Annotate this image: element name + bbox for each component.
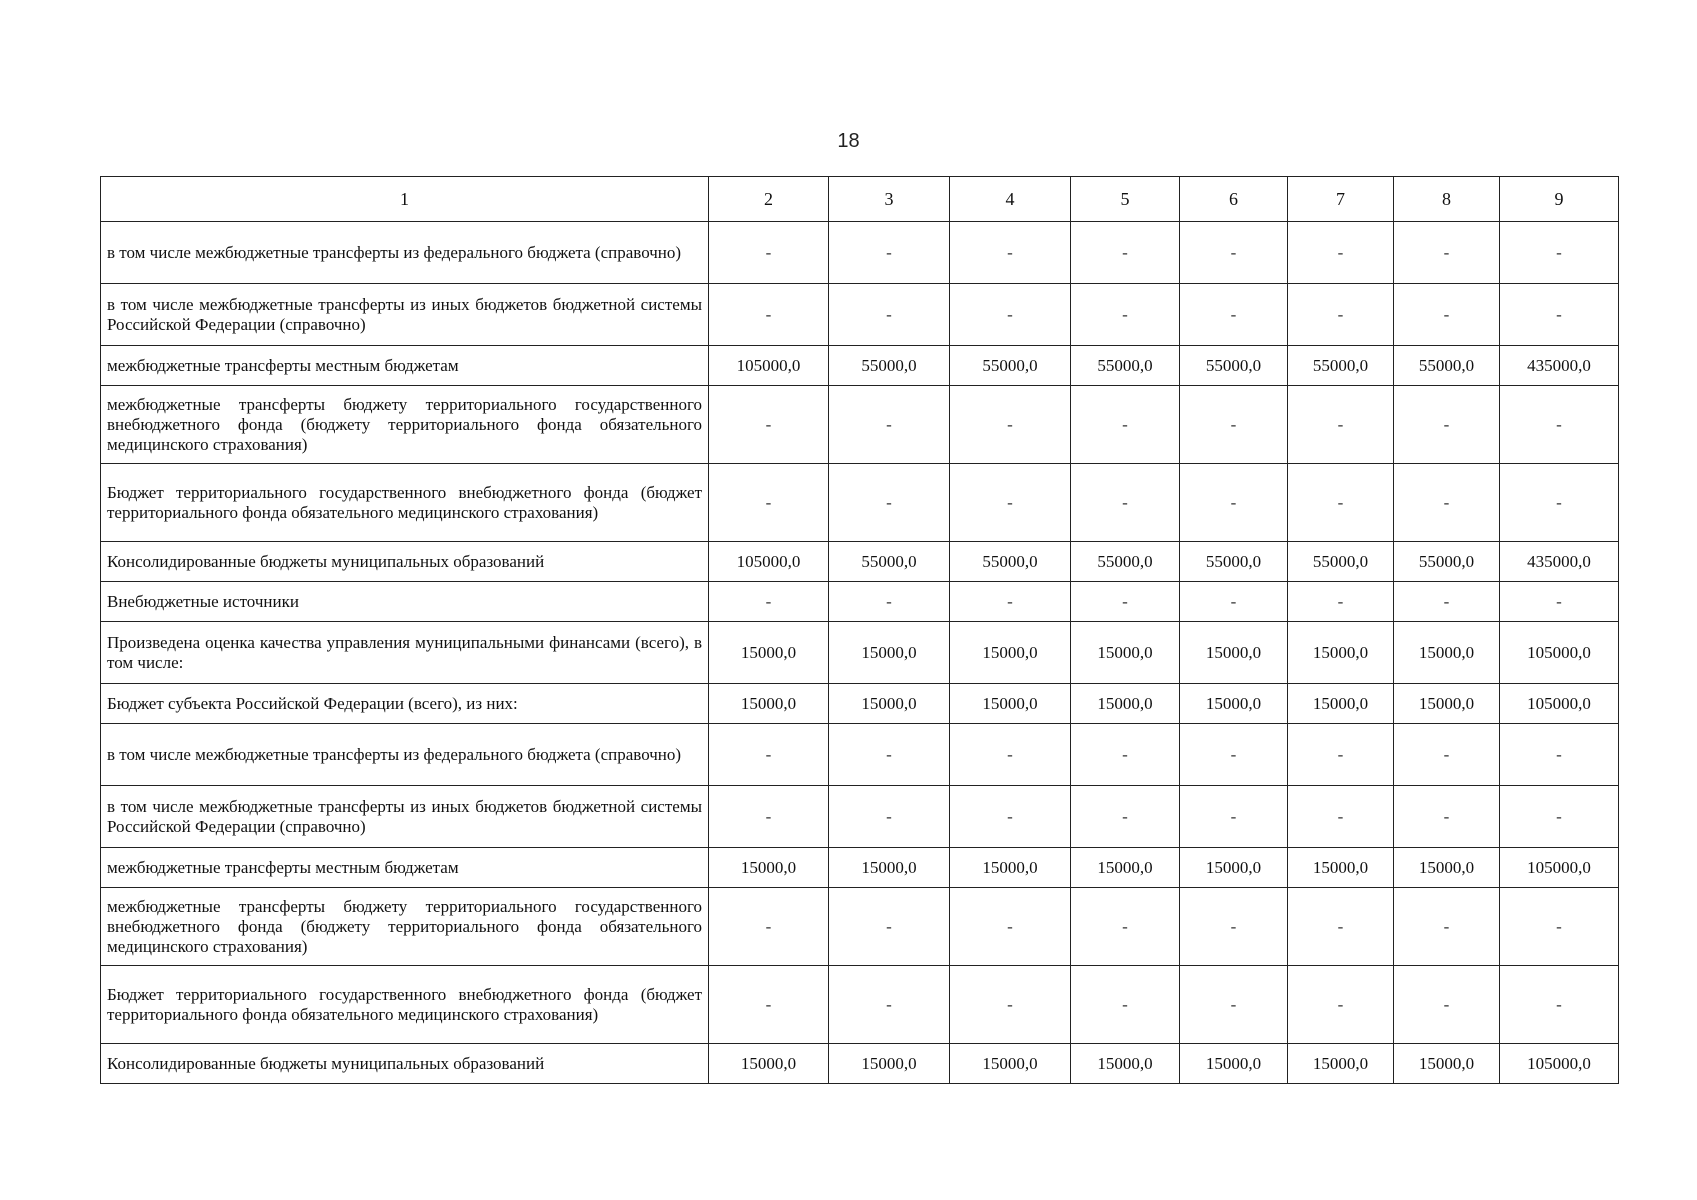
cell-value: - — [1180, 724, 1288, 786]
row-label: Внебюджетные источники — [101, 582, 709, 622]
cell-value: - — [829, 786, 950, 848]
cell-value: - — [1500, 222, 1619, 284]
table-row — [101, 284, 1619, 346]
cell-value: 15000,0 — [829, 622, 950, 684]
cell-value: - — [950, 786, 1071, 848]
row-label: в том числе межбюджетные трансферты из иных бюджетов бюджетной системы Российской Федерации (справочно) — [101, 786, 709, 848]
cell-value: 105000,0 — [709, 346, 829, 386]
cell-value: - — [1180, 786, 1288, 848]
cell-value: - — [829, 724, 950, 786]
cell-value: - — [829, 582, 950, 622]
cell-value: - — [1394, 786, 1500, 848]
cell-value: - — [1394, 464, 1500, 542]
table-row — [101, 786, 1619, 848]
table-row — [101, 724, 1619, 786]
cell-value: - — [1394, 582, 1500, 622]
cell-value: 15000,0 — [1394, 622, 1500, 684]
cell-value: 105000,0 — [1500, 684, 1619, 724]
cell-value: 15000,0 — [1180, 684, 1288, 724]
cell-value: - — [709, 888, 829, 966]
table-row — [101, 888, 1619, 966]
cell-value: - — [1071, 888, 1180, 966]
cell-value: 55000,0 — [1180, 346, 1288, 386]
cell-value: 15000,0 — [709, 1044, 829, 1084]
cell-value: - — [950, 284, 1071, 346]
row-label: межбюджетные трансферты местным бюджетам — [101, 848, 709, 888]
cell-value: 15000,0 — [1071, 848, 1180, 888]
row-label: в том числе межбюджетные трансферты из федерального бюджета (справочно) — [101, 724, 709, 786]
table-row — [101, 464, 1619, 542]
cell-value: - — [1180, 966, 1288, 1044]
cell-value: 15000,0 — [1288, 684, 1394, 724]
cell-value: - — [950, 724, 1071, 786]
cell-value: - — [950, 464, 1071, 542]
column-header: 3 — [829, 177, 950, 222]
cell-value: 15000,0 — [1071, 622, 1180, 684]
column-header: 4 — [950, 177, 1071, 222]
cell-value: 55000,0 — [829, 542, 950, 582]
cell-value: - — [829, 888, 950, 966]
cell-value: 15000,0 — [1288, 848, 1394, 888]
cell-value: - — [1500, 284, 1619, 346]
cell-value: - — [709, 582, 829, 622]
cell-value: - — [1394, 222, 1500, 284]
row-label: Консолидированные бюджеты муниципальных образований — [101, 542, 709, 582]
column-header: 8 — [1394, 177, 1500, 222]
cell-value: 105000,0 — [1500, 848, 1619, 888]
cell-value: 15000,0 — [1180, 848, 1288, 888]
row-label: Бюджет территориального государственного внебюджетного фонда (бюджет территориального фонда обязательного медицинского страхования) — [101, 966, 709, 1044]
cell-value: 15000,0 — [709, 684, 829, 724]
cell-value: - — [1394, 888, 1500, 966]
cell-value: 55000,0 — [1288, 542, 1394, 582]
cell-value: - — [1071, 386, 1180, 464]
cell-value: 15000,0 — [1394, 1044, 1500, 1084]
column-header: 7 — [1288, 177, 1394, 222]
cell-value: 55000,0 — [1071, 346, 1180, 386]
cell-value: 435000,0 — [1500, 346, 1619, 386]
cell-value: - — [1288, 724, 1394, 786]
cell-value: 55000,0 — [950, 542, 1071, 582]
cell-value: - — [829, 966, 950, 1044]
cell-value: 15000,0 — [950, 622, 1071, 684]
column-header: 6 — [1180, 177, 1288, 222]
column-header: 1 — [101, 177, 709, 222]
cell-value: - — [829, 222, 950, 284]
cell-value: - — [1500, 786, 1619, 848]
cell-value: - — [829, 386, 950, 464]
cell-value: - — [1288, 786, 1394, 848]
cell-value: - — [1500, 966, 1619, 1044]
cell-value: 55000,0 — [950, 346, 1071, 386]
cell-value: 105000,0 — [1500, 1044, 1619, 1084]
cell-value: - — [1180, 582, 1288, 622]
cell-value: - — [829, 464, 950, 542]
cell-value: - — [950, 222, 1071, 284]
row-label: Консолидированные бюджеты муниципальных образований — [101, 1044, 709, 1084]
cell-value: - — [709, 386, 829, 464]
row-label: межбюджетные трансферты местным бюджетам — [101, 346, 709, 386]
cell-value: - — [950, 966, 1071, 1044]
cell-value: - — [1288, 966, 1394, 1044]
cell-value: 15000,0 — [1071, 684, 1180, 724]
cell-value: 105000,0 — [1500, 622, 1619, 684]
cell-value: - — [1071, 284, 1180, 346]
table-row — [101, 222, 1619, 284]
cell-value: 55000,0 — [1071, 542, 1180, 582]
cell-value: - — [709, 724, 829, 786]
cell-value: - — [1288, 582, 1394, 622]
page-number: 18 — [837, 130, 860, 152]
cell-value: 15000,0 — [950, 848, 1071, 888]
header-row — [101, 177, 1619, 222]
cell-value: 15000,0 — [1394, 848, 1500, 888]
row-label: межбюджетные трансферты бюджету территориального государственного внебюджетного фонда (бюджету территориального фонда обязательного медицинского страхования) — [101, 888, 709, 966]
cell-value: - — [1288, 222, 1394, 284]
cell-value: - — [1394, 386, 1500, 464]
table-row — [101, 622, 1619, 684]
cell-value: - — [829, 284, 950, 346]
cell-value: 15000,0 — [1394, 684, 1500, 724]
cell-value: 15000,0 — [1288, 1044, 1394, 1084]
cell-value: - — [1180, 888, 1288, 966]
table-row — [101, 848, 1619, 888]
table-row — [101, 684, 1619, 724]
row-label: межбюджетные трансферты бюджету территориального государственного внебюджетного фонда (бюджету территориального фонда обязательного медицинского страхования) — [101, 386, 709, 464]
column-header: 9 — [1500, 177, 1619, 222]
cell-value: 15000,0 — [829, 1044, 950, 1084]
cell-value: - — [1394, 284, 1500, 346]
cell-value: 15000,0 — [1180, 622, 1288, 684]
cell-value: - — [1500, 724, 1619, 786]
cell-value: - — [1071, 222, 1180, 284]
cell-value: 15000,0 — [1288, 622, 1394, 684]
cell-value: - — [1394, 724, 1500, 786]
row-label: Произведена оценка качества управления муниципальными финансами (всего), в том числе: — [101, 622, 709, 684]
cell-value: - — [1071, 582, 1180, 622]
cell-value: 435000,0 — [1500, 542, 1619, 582]
cell-value: - — [1180, 464, 1288, 542]
cell-value: 55000,0 — [1394, 542, 1500, 582]
cell-value: - — [950, 582, 1071, 622]
cell-value: - — [1071, 786, 1180, 848]
cell-value: - — [1180, 284, 1288, 346]
cell-value: - — [1288, 464, 1394, 542]
cell-value: 55000,0 — [1394, 346, 1500, 386]
cell-value: 15000,0 — [709, 622, 829, 684]
cell-value: 15000,0 — [950, 1044, 1071, 1084]
table-row — [101, 1044, 1619, 1084]
cell-value: - — [1071, 966, 1180, 1044]
cell-value: 15000,0 — [1180, 1044, 1288, 1084]
row-label: в том числе межбюджетные трансферты из федерального бюджета (справочно) — [101, 222, 709, 284]
column-header: 5 — [1071, 177, 1180, 222]
table-row — [101, 346, 1619, 386]
table-row — [101, 542, 1619, 582]
cell-value: 55000,0 — [1180, 542, 1288, 582]
cell-value: 105000,0 — [709, 542, 829, 582]
row-label: Бюджет территориального государственного внебюджетного фонда (бюджет территориального фонда обязательного медицинского страхования) — [101, 464, 709, 542]
cell-value: 15000,0 — [709, 848, 829, 888]
cell-value: - — [1500, 888, 1619, 966]
cell-value: - — [1288, 888, 1394, 966]
cell-value: 55000,0 — [829, 346, 950, 386]
cell-value: - — [950, 888, 1071, 966]
table-row — [101, 386, 1619, 464]
cell-value: - — [1394, 966, 1500, 1044]
cell-value: 15000,0 — [829, 684, 950, 724]
cell-value: - — [1500, 582, 1619, 622]
column-header: 2 — [709, 177, 829, 222]
cell-value: 15000,0 — [1071, 1044, 1180, 1084]
cell-value: - — [1071, 724, 1180, 786]
cell-value: - — [1288, 386, 1394, 464]
cell-value: - — [709, 966, 829, 1044]
table-row — [101, 582, 1619, 622]
cell-value: - — [709, 464, 829, 542]
cell-value: - — [709, 222, 829, 284]
cell-value: - — [709, 284, 829, 346]
row-label: в том числе межбюджетные трансферты из иных бюджетов бюджетной системы Российской Федерации (справочно) — [101, 284, 709, 346]
cell-value: - — [950, 386, 1071, 464]
row-label: Бюджет субъекта Российской Федерации (всего), из них: — [101, 684, 709, 724]
cell-value: 15000,0 — [950, 684, 1071, 724]
table-row — [101, 966, 1619, 1044]
cell-value: 55000,0 — [1288, 346, 1394, 386]
cell-value: - — [1071, 464, 1180, 542]
cell-value: - — [1288, 284, 1394, 346]
cell-value: - — [1180, 222, 1288, 284]
cell-value: - — [1180, 386, 1288, 464]
cell-value: - — [1500, 464, 1619, 542]
budget-table — [100, 176, 1619, 1084]
cell-value: - — [1500, 386, 1619, 464]
cell-value: 15000,0 — [829, 848, 950, 888]
cell-value: - — [709, 786, 829, 848]
